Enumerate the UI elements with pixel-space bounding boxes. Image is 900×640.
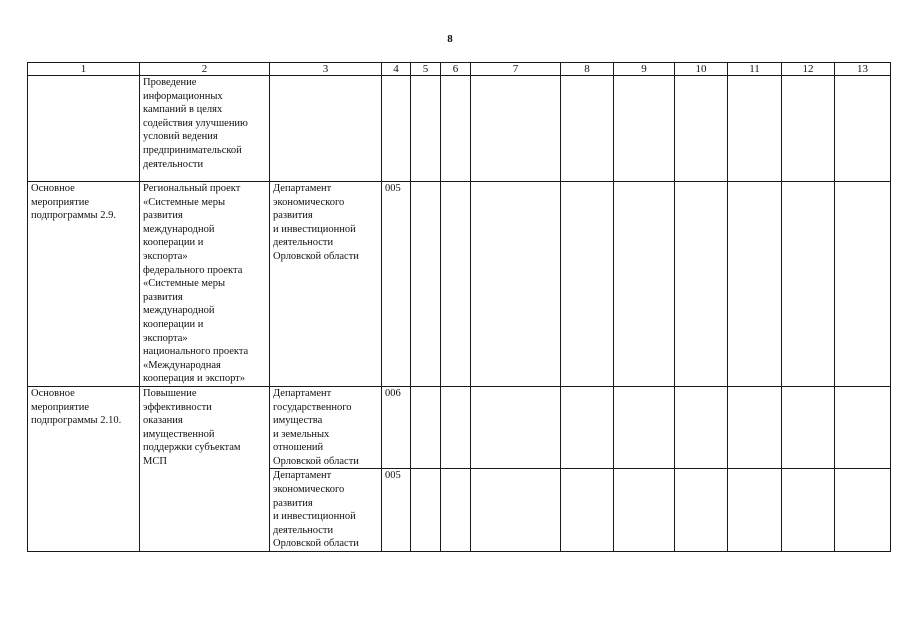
- table-row-measure-2-10: [28, 386, 891, 469]
- table-cell: [614, 386, 675, 469]
- table-cell: [835, 182, 891, 387]
- table-cell: [675, 386, 728, 469]
- table-cell: [675, 76, 728, 182]
- table-cell: [441, 469, 471, 552]
- responsible-executor: Департамент государственного имущества и земельных отношений Орловской области: [273, 387, 359, 467]
- table-cell: [782, 386, 835, 469]
- activity-name: Проведение информационных кампаний в целях содействия улучшению условий ведения предпринимательской деятельности: [143, 77, 248, 170]
- budget-code: 005: [385, 470, 401, 482]
- table-cell: [270, 182, 382, 387]
- column-number: 10: [675, 63, 728, 76]
- activity-name: Повышение эффективности оказания имущественной поддержки субъектам МСП: [143, 387, 241, 467]
- table-cell: [411, 76, 441, 182]
- column-number: 7: [471, 63, 561, 76]
- table-cell: [411, 182, 441, 387]
- column-number: 13: [835, 63, 891, 76]
- table-cell: [270, 469, 382, 552]
- table-cell: [382, 469, 411, 552]
- measure-title: Основное мероприятие подпрограммы 2.10.: [31, 387, 122, 427]
- table-cell: [28, 182, 140, 387]
- table-cell: [782, 76, 835, 182]
- column-number: 5: [411, 63, 441, 76]
- budget-code: 005: [385, 183, 401, 194]
- column-number-row: [28, 63, 891, 76]
- table-cell: [614, 76, 675, 182]
- table-cell: [561, 469, 614, 552]
- table-cell: [471, 386, 561, 469]
- table-cell: [561, 386, 614, 469]
- table-cell: [411, 469, 441, 552]
- table-cell: [835, 386, 891, 469]
- table-cell: [140, 182, 270, 387]
- program-table: [27, 62, 891, 552]
- table-cell: [382, 182, 411, 387]
- table-cell: [441, 76, 471, 182]
- responsible-executor: Департамент экономического развития и инвестиционной деятельности Орловской области: [273, 470, 359, 550]
- table-cell: [471, 469, 561, 552]
- measure-title: Основное мероприятие подпрограммы 2.9.: [31, 183, 116, 222]
- column-number: 12: [782, 63, 835, 76]
- table-cell: [561, 76, 614, 182]
- table-cell: [28, 76, 140, 182]
- table-cell: [561, 182, 614, 387]
- page-number: 8: [447, 33, 453, 45]
- table-cell: [270, 76, 382, 182]
- table-cell: [441, 386, 471, 469]
- column-number: 6: [441, 63, 471, 76]
- activity-name: Региональный проект «Системные меры развития международной кооперации и экспорта» федерального проекта «Системные меры развития международной кооперации и экспорта» национального проекта «Международная кооперация и экспорт»: [143, 183, 249, 385]
- budget-code: 006: [385, 387, 401, 399]
- column-number: 8: [561, 63, 614, 76]
- column-number: 3: [270, 63, 382, 76]
- column-number: 11: [728, 63, 782, 76]
- table-cell: [675, 182, 728, 387]
- column-number: 4: [382, 63, 411, 76]
- table-cell: [441, 182, 471, 387]
- table-cell: [411, 386, 441, 469]
- table-row-measure-2-9: [28, 182, 891, 387]
- table-cell: [728, 76, 782, 182]
- table-cell: [782, 469, 835, 552]
- column-number: 9: [614, 63, 675, 76]
- table-cell: [471, 182, 561, 387]
- table-cell: [782, 182, 835, 387]
- table-cell: [835, 76, 891, 182]
- table-cell: [140, 76, 270, 182]
- table-cell: [471, 76, 561, 182]
- table-cell: [382, 386, 411, 469]
- table-cell: [614, 469, 675, 552]
- table-cell: [835, 469, 891, 552]
- table-cell: [382, 76, 411, 182]
- table-cell: [614, 182, 675, 387]
- table-cell: [675, 469, 728, 552]
- table-row-information-campaigns: [28, 76, 891, 182]
- table-cell: [270, 386, 382, 469]
- column-number: 1: [28, 63, 140, 76]
- column-number: 2: [140, 63, 270, 76]
- table-cell: [728, 386, 782, 469]
- table-cell: [140, 386, 270, 552]
- table-cell: [728, 469, 782, 552]
- table-cell: [728, 182, 782, 387]
- table-cell: [28, 386, 140, 552]
- responsible-executor: Департамент экономического развития и инвестиционной деятельности Орловской области: [273, 183, 359, 262]
